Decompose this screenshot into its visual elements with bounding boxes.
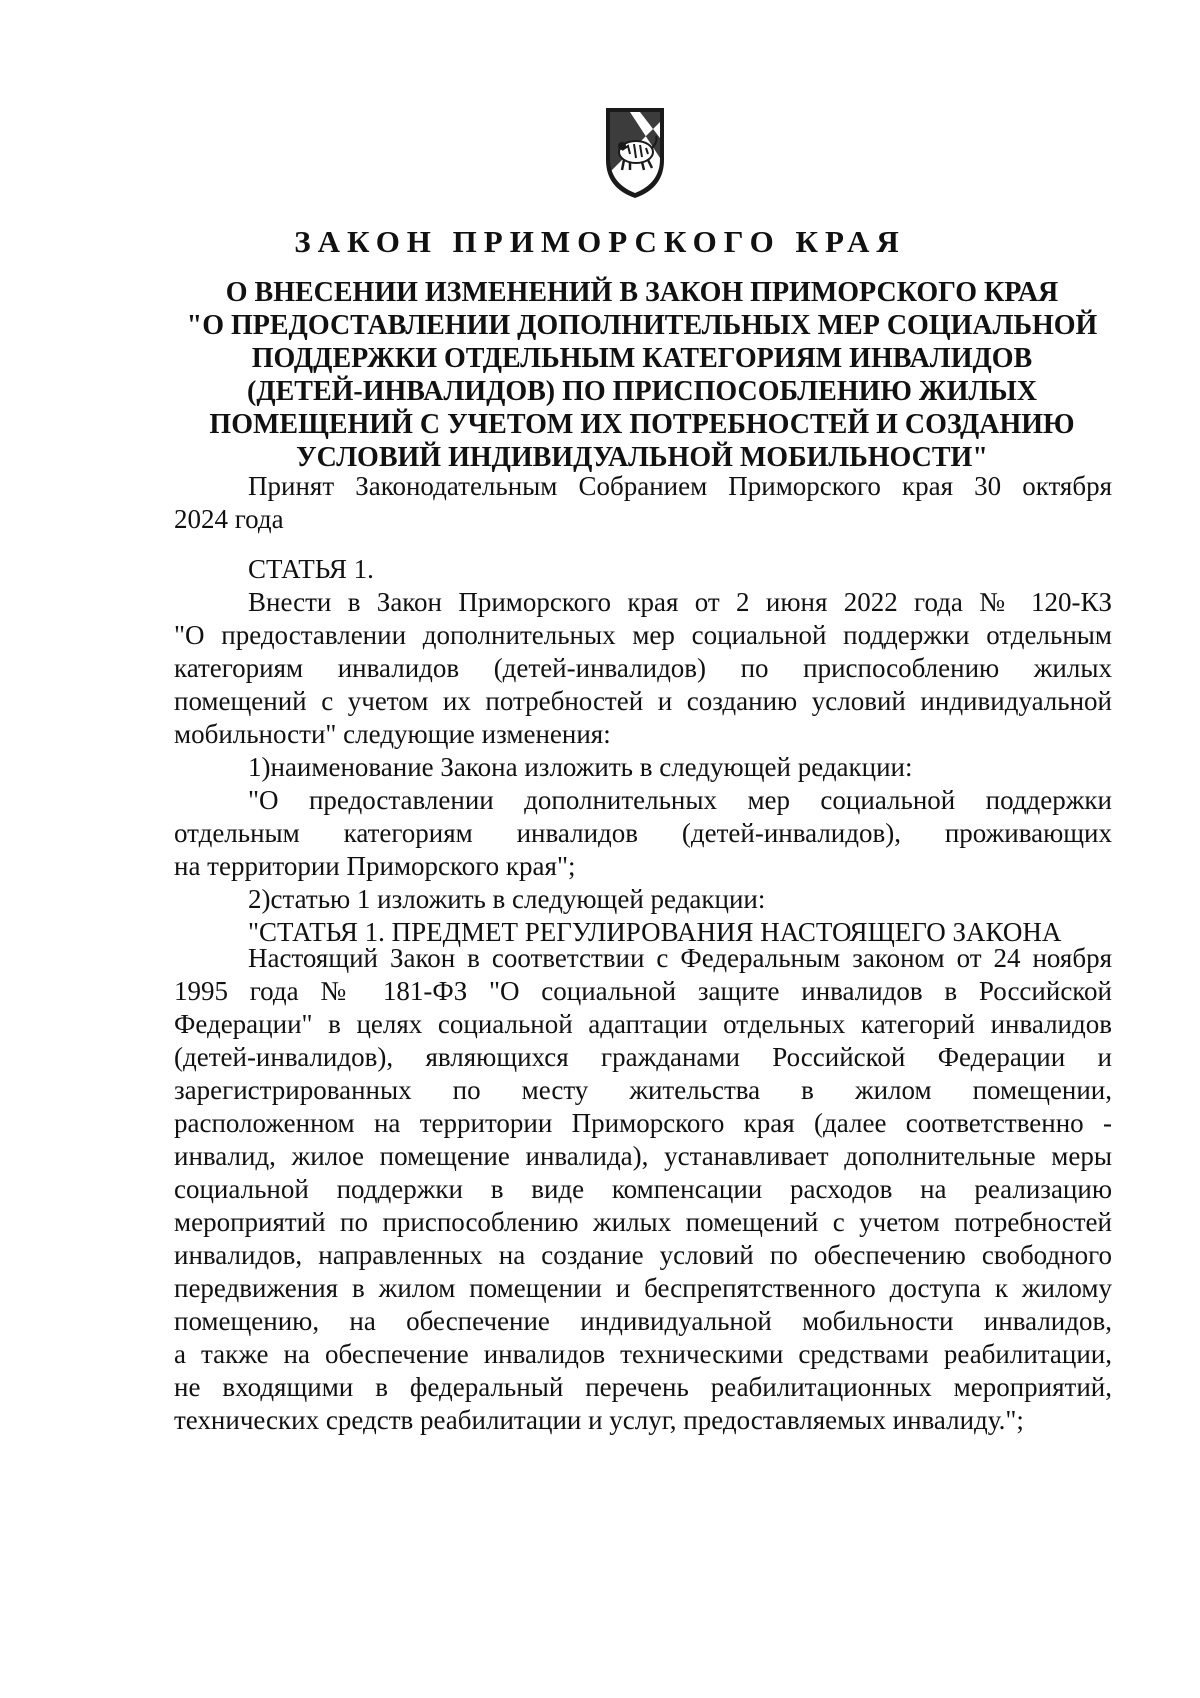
body-line: а также на обеспечение инвалидов техническими средствами реабилитации, bbox=[174, 1339, 1112, 1369]
article-1 bbox=[174, 553, 1112, 949]
body-line: мероприятий по приспособлению жилых помещений с учетом потребностей bbox=[174, 1207, 1112, 1237]
body-line: расположенном на территории Приморского края (далее соответственно - bbox=[174, 1108, 1112, 1138]
law-subject bbox=[170, 276, 1114, 474]
law-subject-line: (ДЕТЕЙ-ИНВАЛИДОВ) ПО ПРИСПОСОБЛЕНИЮ ЖИЛЫХ bbox=[247, 376, 1037, 407]
article-item: 2)статью 1 изложить в следующей редакции: bbox=[248, 884, 766, 914]
body-line: (детей-инвалидов), являющихся гражданами Российской Федерации и bbox=[174, 1042, 1112, 1072]
body-line: инвалид, жилое помещение инвалида), устанавливает дополнительные меры bbox=[174, 1141, 1112, 1171]
article-heading: СТАТЬЯ 1. bbox=[248, 554, 374, 584]
body-line: Федерации" в целях социальной адаптации отдельных категорий инвалидов bbox=[174, 1009, 1112, 1039]
article-line: отдельным категориям инвалидов (детей-инвалидов), проживающих bbox=[174, 818, 1112, 848]
quoted-article-heading: "СТАТЬЯ 1. ПРЕДМЕТ РЕГУЛИРОВАНИЯ НАСТОЯЩЕГО ЗАКОНА bbox=[248, 917, 1062, 947]
article-line: Внести в Закон Приморского края от 2 июня 2022 года № 120-КЗ bbox=[248, 587, 1112, 617]
article-line: мобильности" следующие изменения: bbox=[174, 719, 611, 749]
body-line: Настоящий Закон в соответствии с Федеральным законом от 24 ноября bbox=[248, 943, 1112, 973]
article-line: "О предоставлении дополнительных мер социальной поддержки отдельным bbox=[174, 620, 1112, 650]
law-subject-line: УСЛОВИЙ ИНДИВИДУАЛЬНОЙ МОБИЛЬНОСТИ" bbox=[296, 442, 988, 473]
law-subject-line: "О ПРЕДОСТАВЛЕНИИ ДОПОЛНИТЕЛЬНЫХ МЕР СОЦИАЛЬНОЙ bbox=[186, 310, 1098, 341]
body-line: инвалидов, направленных на создание условий по обеспечению свободного bbox=[174, 1240, 1112, 1270]
body-line: не входящими в федеральный перечень реабилитационных мероприятий, bbox=[174, 1372, 1112, 1402]
law-subject-line: О ВНЕСЕНИИ ИЗМЕНЕНИЙ В ЗАКОН ПРИМОРСКОГО КРАЯ bbox=[225, 277, 1059, 308]
body-line: передвижения в жилом помещении и беспрепятственного доступа к жилому bbox=[174, 1273, 1112, 1303]
law-title: ЗАКОН ПРИМОРСКОГО КРАЯ bbox=[294, 224, 906, 259]
adoption-line: 2024 года bbox=[174, 504, 284, 534]
article-line: категориям инвалидов (детей-инвалидов) по приспособлению жилых bbox=[174, 653, 1112, 683]
body-line: социальной поддержки в виде компенсации расходов на реализацию bbox=[174, 1174, 1112, 1204]
law-subject-line: ПОДДЕРЖКИ ОТДЕЛЬНЫМ КАТЕГОРИЯМ ИНВАЛИДОВ bbox=[251, 343, 1033, 374]
article-line: помещений с учетом их потребностей и созданию условий индивидуальной bbox=[174, 686, 1112, 716]
article-1-body bbox=[174, 942, 1112, 1437]
coat-of-arms-emblem bbox=[600, 98, 670, 202]
law-subject-line: ПОМЕЩЕНИЙ С УЧЕТОМ ИХ ПОТРЕБНОСТЕЙ И СОЗДАНИЮ bbox=[209, 409, 1075, 440]
body-line: помещению, на обеспечение индивидуальной мобильности инвалидов, bbox=[174, 1306, 1112, 1336]
body-line: 1995 года № 181-ФЗ "О социальной защите инвалидов в Российской bbox=[174, 976, 1112, 1006]
article-line: "О предоставлении дополнительных мер социальной поддержки bbox=[248, 785, 1112, 815]
adoption-statement bbox=[174, 470, 1112, 536]
article-item: 1)наименование Закона изложить в следующей редакции: bbox=[248, 752, 913, 782]
body-line: зарегистрированных по месту жительства в жилом помещении, bbox=[174, 1075, 1112, 1105]
adoption-line: Принят Законодательным Собранием Приморского края 30 октября bbox=[248, 471, 1112, 501]
article-line: на территории Приморского края"; bbox=[174, 851, 576, 881]
body-line: технических средств реабилитации и услуг, предоставляемых инвалиду."; bbox=[174, 1405, 1024, 1435]
